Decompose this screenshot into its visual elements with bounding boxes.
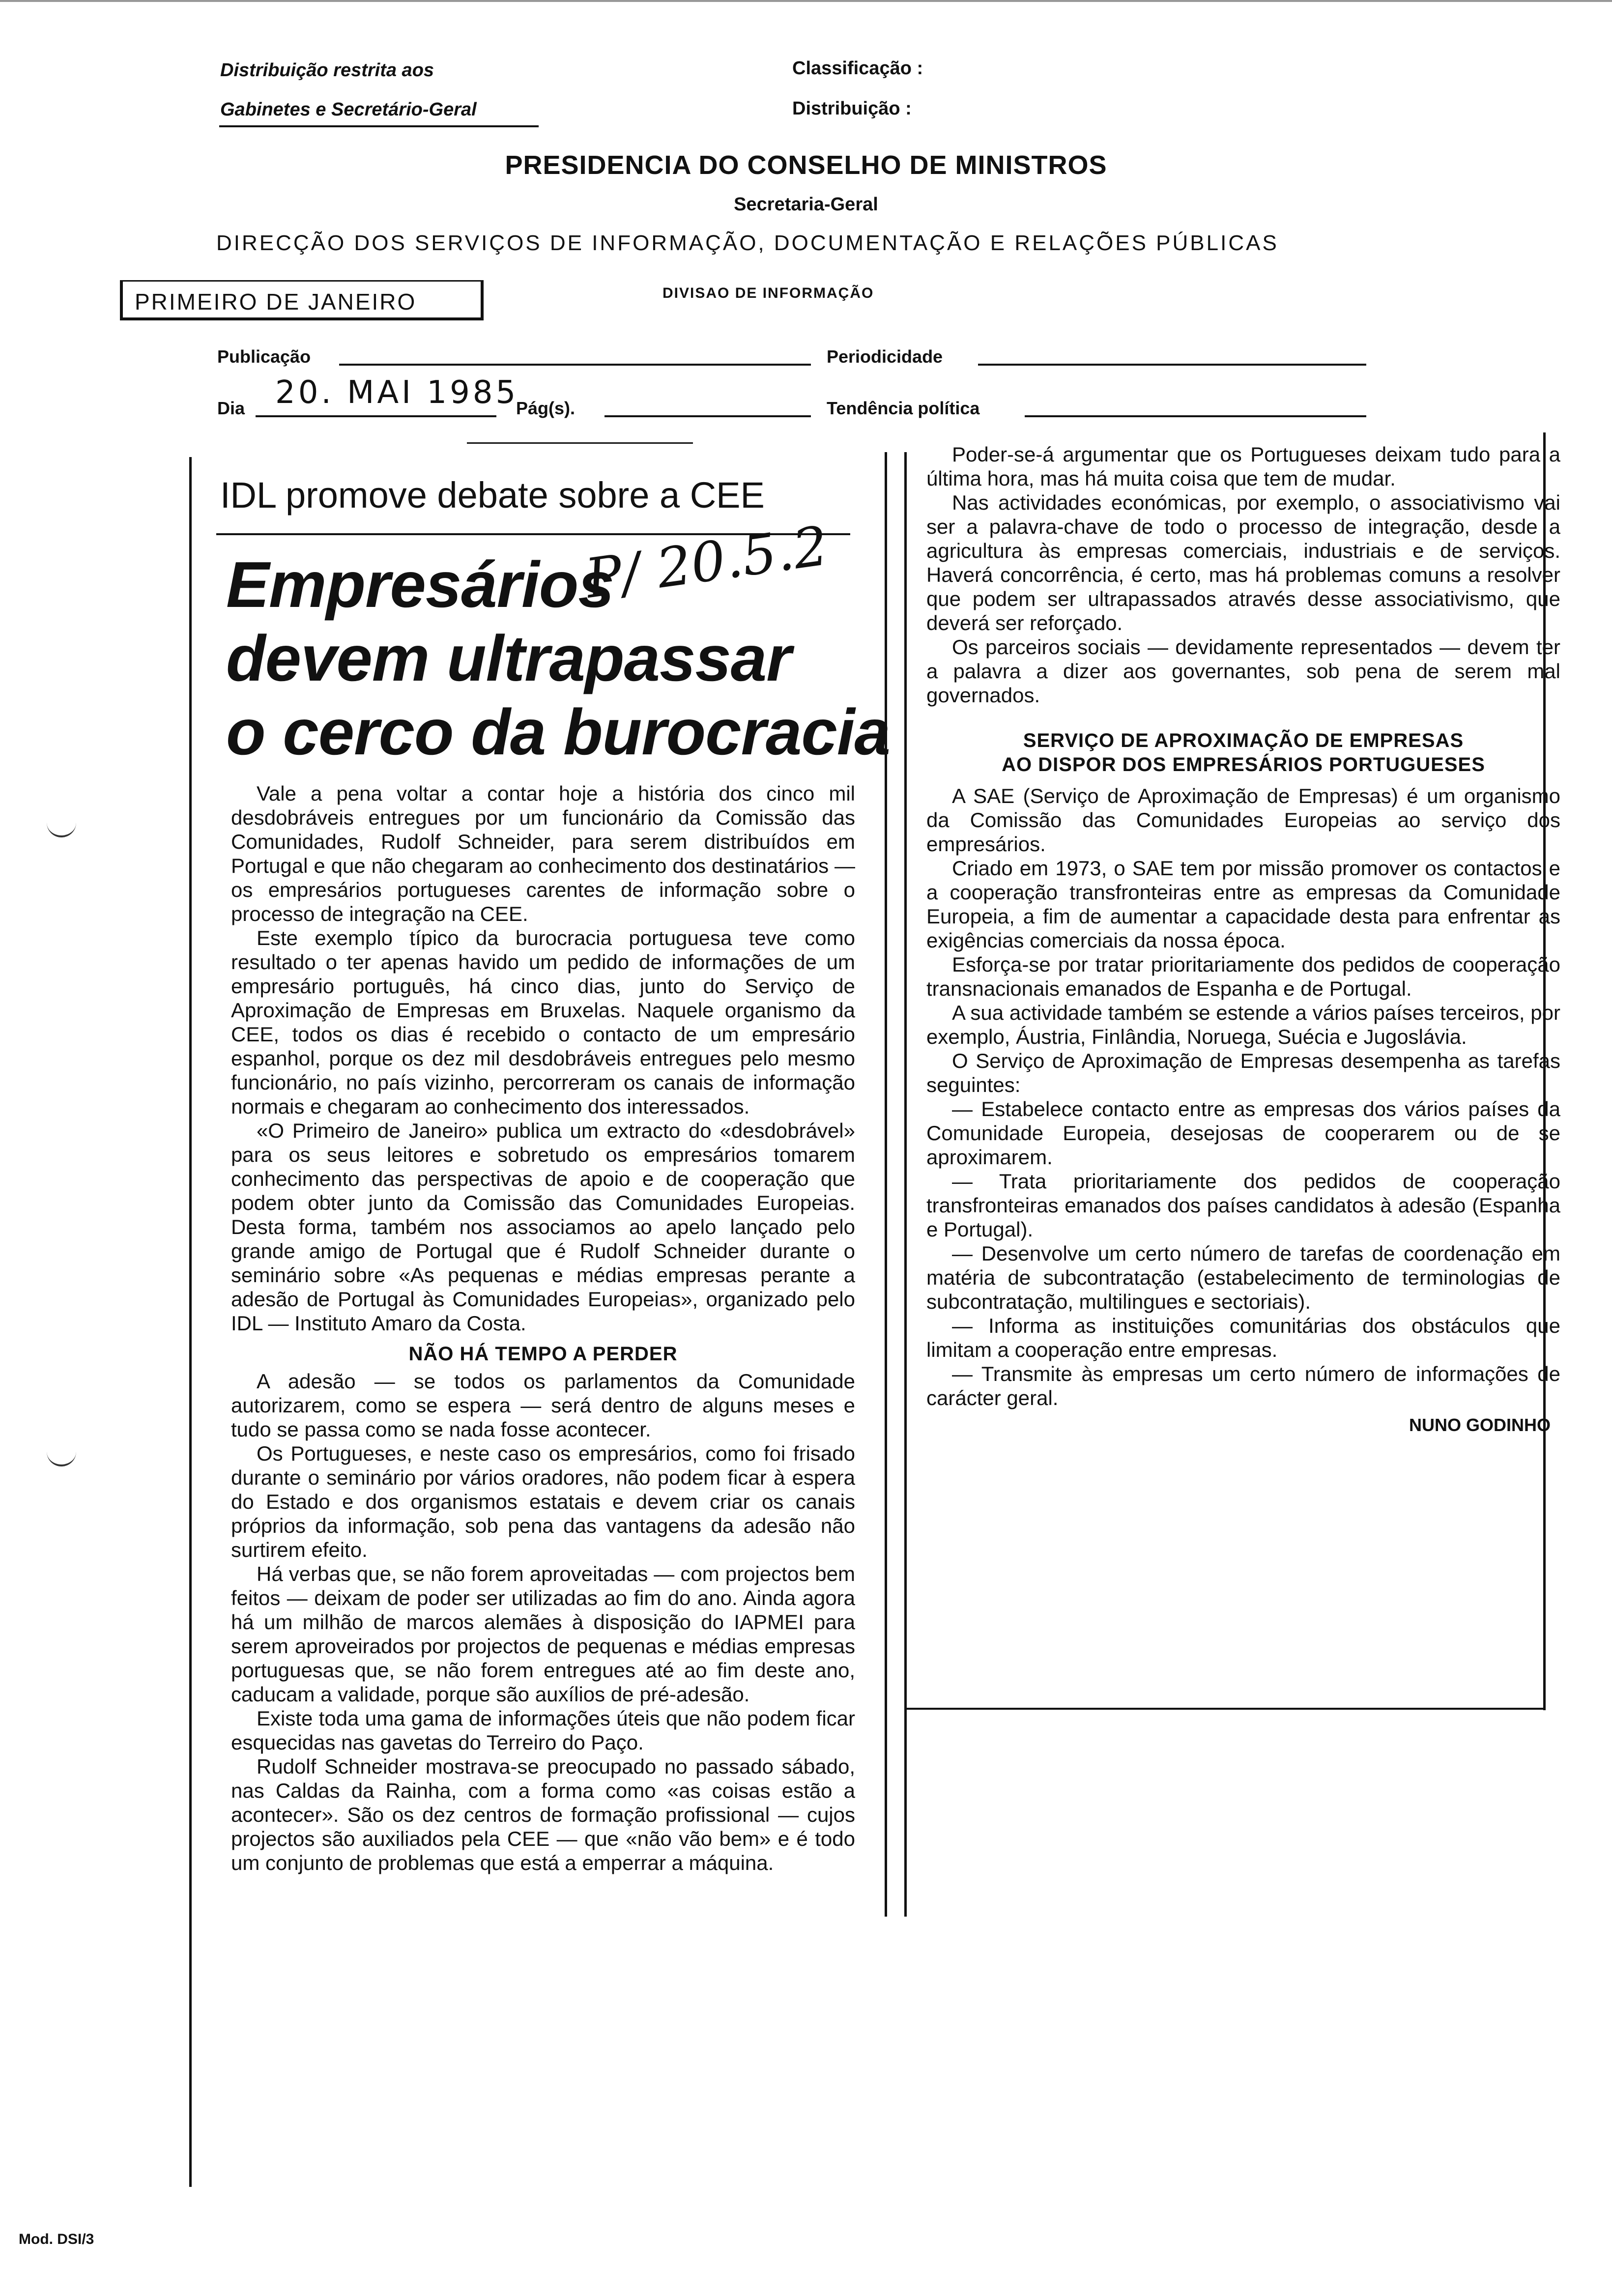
page-label: Pág(s).: [516, 398, 576, 418]
stamp-text: PRIMEIRO DE JANEIRO: [135, 289, 417, 315]
right-paragraph: Os parceiros sociais — devidamente representados — devem ter a palavra a dizer aos governantes, sob pena de serem mal governados.: [926, 635, 1560, 707]
center-column-rule-left: [885, 452, 887, 1917]
section1-paragraph: Existe toda uma gama de informações úteis que não podem ficar esquecidas nas gavetas do Terreiro do Paço.: [231, 1707, 855, 1754]
publication-label: Publicação: [217, 346, 311, 367]
restricted-distribution-line1: Distribuição restrita aos: [220, 60, 434, 81]
section2-title-line1: SERVIÇO DE APROXIMAÇÃO DE EMPRESAS: [1023, 730, 1464, 751]
margin-mark: [47, 821, 76, 837]
section2-paragraph: Criado em 1973, o SAE tem por missão promover os contactos e a cooperação transfronteiras entre as empresas da Comunidade Europeia, a fim de aumentar a capacidade desta para enfrentar as exigências comerciais da nossa época.: [926, 857, 1560, 952]
date-value: 20. MAI 1985: [275, 374, 519, 411]
left-paragraph: Este exemplo típico da burocracia portuguesa teve como resultado o ter apenas havido um pedido de informações de um empresário português, há cinco dias, junto do Serviço de Aproximação de Empresas em Bruxelas. Naquele organismo da CEE, todos os dias é recebido o contacto de um empresário espanhol, porque os dez mil desdobráveis entregues pelo mesmo funcionário, no país vizinho, percorreram os canais de informação normais e chegaram ao conhecimento dos interessados.: [231, 926, 855, 1118]
section2-list-item: — Estabelece contacto entre as empresas dos vários países da Comunidade Europeia, desejosas de cooperarem ou de se aproximarem.: [926, 1097, 1560, 1169]
periodicity-line: [978, 364, 1366, 366]
section2-paragraph: Esforça-se por tratar prioritariamente dos pedidos de cooperação transnacionais emanados de Espanha e de Portugal.: [926, 953, 1560, 1000]
handwritten-note: P/ 20.5.2: [581, 514, 832, 610]
top-border-line: [0, 0, 1612, 2]
publication-line: [339, 364, 811, 366]
day-line: [256, 415, 496, 417]
section2-list-item: — Informa as instituições comunitárias dos obstáculos que limitam a cooperação entre empresas.: [926, 1314, 1560, 1361]
left-column-rule: [189, 457, 192, 2187]
section2-title-line2: AO DISPOR DOS EMPRESÁRIOS PORTUGUESES: [1002, 754, 1485, 775]
section2-paragraph: O Serviço de Aproximação de Empresas desempenha as tarefas seguintes:: [926, 1049, 1560, 1096]
section1-title: NÃO HÁ TEMPO A PERDER: [408, 1343, 678, 1365]
directorate-line: DIRECÇÃO DOS SERVIÇOS DE INFORMAÇÃO, DOCUMENTAÇÃO E RELAÇÕES PÚBLICAS: [216, 231, 1279, 255]
right-column-body: [926, 442, 1560, 1437]
headline-line3: o cerco da burocracia: [226, 696, 890, 768]
restricted-distribution-line2: Gabinetes e Secretário-Geral: [220, 99, 477, 120]
division-label: DIVISAO DE INFORMAÇÃO: [662, 285, 874, 301]
left-column-body: [231, 781, 855, 1875]
form-code: Mod. DSI/3: [19, 2231, 94, 2247]
page-line: [604, 415, 811, 417]
distribution-label: Distribuição :: [792, 98, 912, 119]
section2-list-item: — Desenvolve um certo número de tarefas de coordenação em matéria de subcontratação (estabelecimento de terminologias de subcontratação, multilingues e sectoriais).: [926, 1242, 1560, 1313]
right-paragraph: Poder-se-á argumentar que os Portugueses deixam tudo para a última hora, mas há muita coisa que tem de mudar.: [926, 443, 1560, 490]
left-paragraph: «O Primeiro de Janeiro» publica um extracto do «desdobrável» para os seus leitores e sobretudo os empresários tomarem conhecimento das perspectivas de apoio e de cooperação que podem obter junto da Comissão das Comunidades Europeias. Desta forma, também nos associamos ao apelo lançado pelo grande amigo de Portugal que é Rudolf Schneider durante o seminário sobre «As pequenas e médias empresas perante a adesão de Portugal às Comunidades Europeias», organizado pelo IDL — Instituto Amaro da Costa.: [231, 1119, 855, 1335]
section2-paragraph: A SAE (Serviço de Aproximação de Empresas) é um organismo da Comissão das Comunidades Europeias ao serviço dos empresários.: [926, 784, 1560, 856]
periodicity-label: Periodicidade: [827, 346, 943, 367]
section1-paragraph: Os Portugueses, e neste caso os empresários, como foi frisado durante o seminário por vários oradores, não podem ficar à espera do Estado e dos organismos estatais e devem criar os canais próprios da informação, sob pena das vantagens da adesão não surtirem efeito.: [231, 1442, 855, 1561]
article-kicker: IDL promove debate sobre a CEE: [220, 475, 765, 516]
section1-paragraph: Há verbas que, se não forem aproveitadas — com projectos bem feitos — deixam de poder ser utilizadas ao fim do ano. Ainda agora há um milhão de marcos alemães à disposição do IAPMEI para serem aproveirados por projectos de pequenas e médias empresas portuguesas que, se não forem entregues até ao fim deste ano, caducam a validade, porque são auxílios de pré-adesão.: [231, 1562, 855, 1706]
classification-label: Classificação :: [792, 58, 923, 79]
right-paragraph: Nas actividades económicas, por exemplo, o associativismo vai ser a palavra-chave de todo o processo de integração, desde a agricultura às empresas comerciais, industriais e de serviços. Haverá concorrência, é certo, mas há problemas comuns a resolver que podem ser ultrapassados através desse associativismo, que deverá ser reforçado.: [926, 491, 1560, 634]
section2-list-item: — Transmite às empresas um certo número de informações de carácter geral.: [926, 1362, 1560, 1409]
author-signature: NUNO GODINHO: [1409, 1415, 1551, 1435]
margin-mark: [47, 1450, 76, 1466]
right-column-bottom-rule: [904, 1708, 1546, 1710]
center-column-rule-right: [904, 452, 907, 1917]
left-paragraph: Vale a pena voltar a contar hoje a história dos cinco mil desdobráveis entregues por um funcionário da Comissão das Comunidades, Rudolf Schneider, para serem distribuídos em Portugal e que não chegaram ao conhecimento dos destinatários — os empresários portugueses carentes de informação sobre o processo de integração na CEE.: [231, 782, 855, 925]
restricted-underline: [219, 125, 539, 127]
day-label: Dia: [217, 398, 245, 418]
org-title: PRESIDENCIA DO CONSELHO DE MINISTROS: [505, 150, 1107, 180]
section2-list-item: — Trata prioritariamente dos pedidos de cooperação transfronteiras emanados dos países candidatos à adesão (Espanha e Portugal).: [926, 1170, 1560, 1241]
headline-line1: Empresários: [226, 548, 614, 621]
section2-paragraph: A sua actividade também se estende a vários países terceiros, por exemplo, Áustria, Finlândia, Noruega, Suécia e Jugoslávia.: [926, 1001, 1560, 1048]
org-subtitle: Secretaria-Geral: [734, 194, 878, 215]
article-top-rule: [467, 442, 693, 444]
newspaper-stamp: [120, 280, 484, 320]
tendency-line: [1025, 415, 1366, 417]
headline-line2: devem ultrapassar: [226, 622, 791, 694]
tendency-label: Tendência política: [827, 398, 980, 418]
section1-paragraph: Rudolf Schneider mostrava-se preocupado no passado sábado, nas Caldas da Rainha, com a forma como «as coisas estão a acontecer». São os dez centros de formação profissional — cujos projectos são auxiliados pela CEE — que «não vão bem» e é todo um conjunto de problemas que está a emperrar a máquina.: [231, 1755, 855, 1874]
section1-paragraph: A adesão — se todos os parlamentos da Comunidade autorizarem, como se espera — será dentro de alguns meses e tudo se passa como se nada fosse acontecer.: [231, 1370, 855, 1441]
